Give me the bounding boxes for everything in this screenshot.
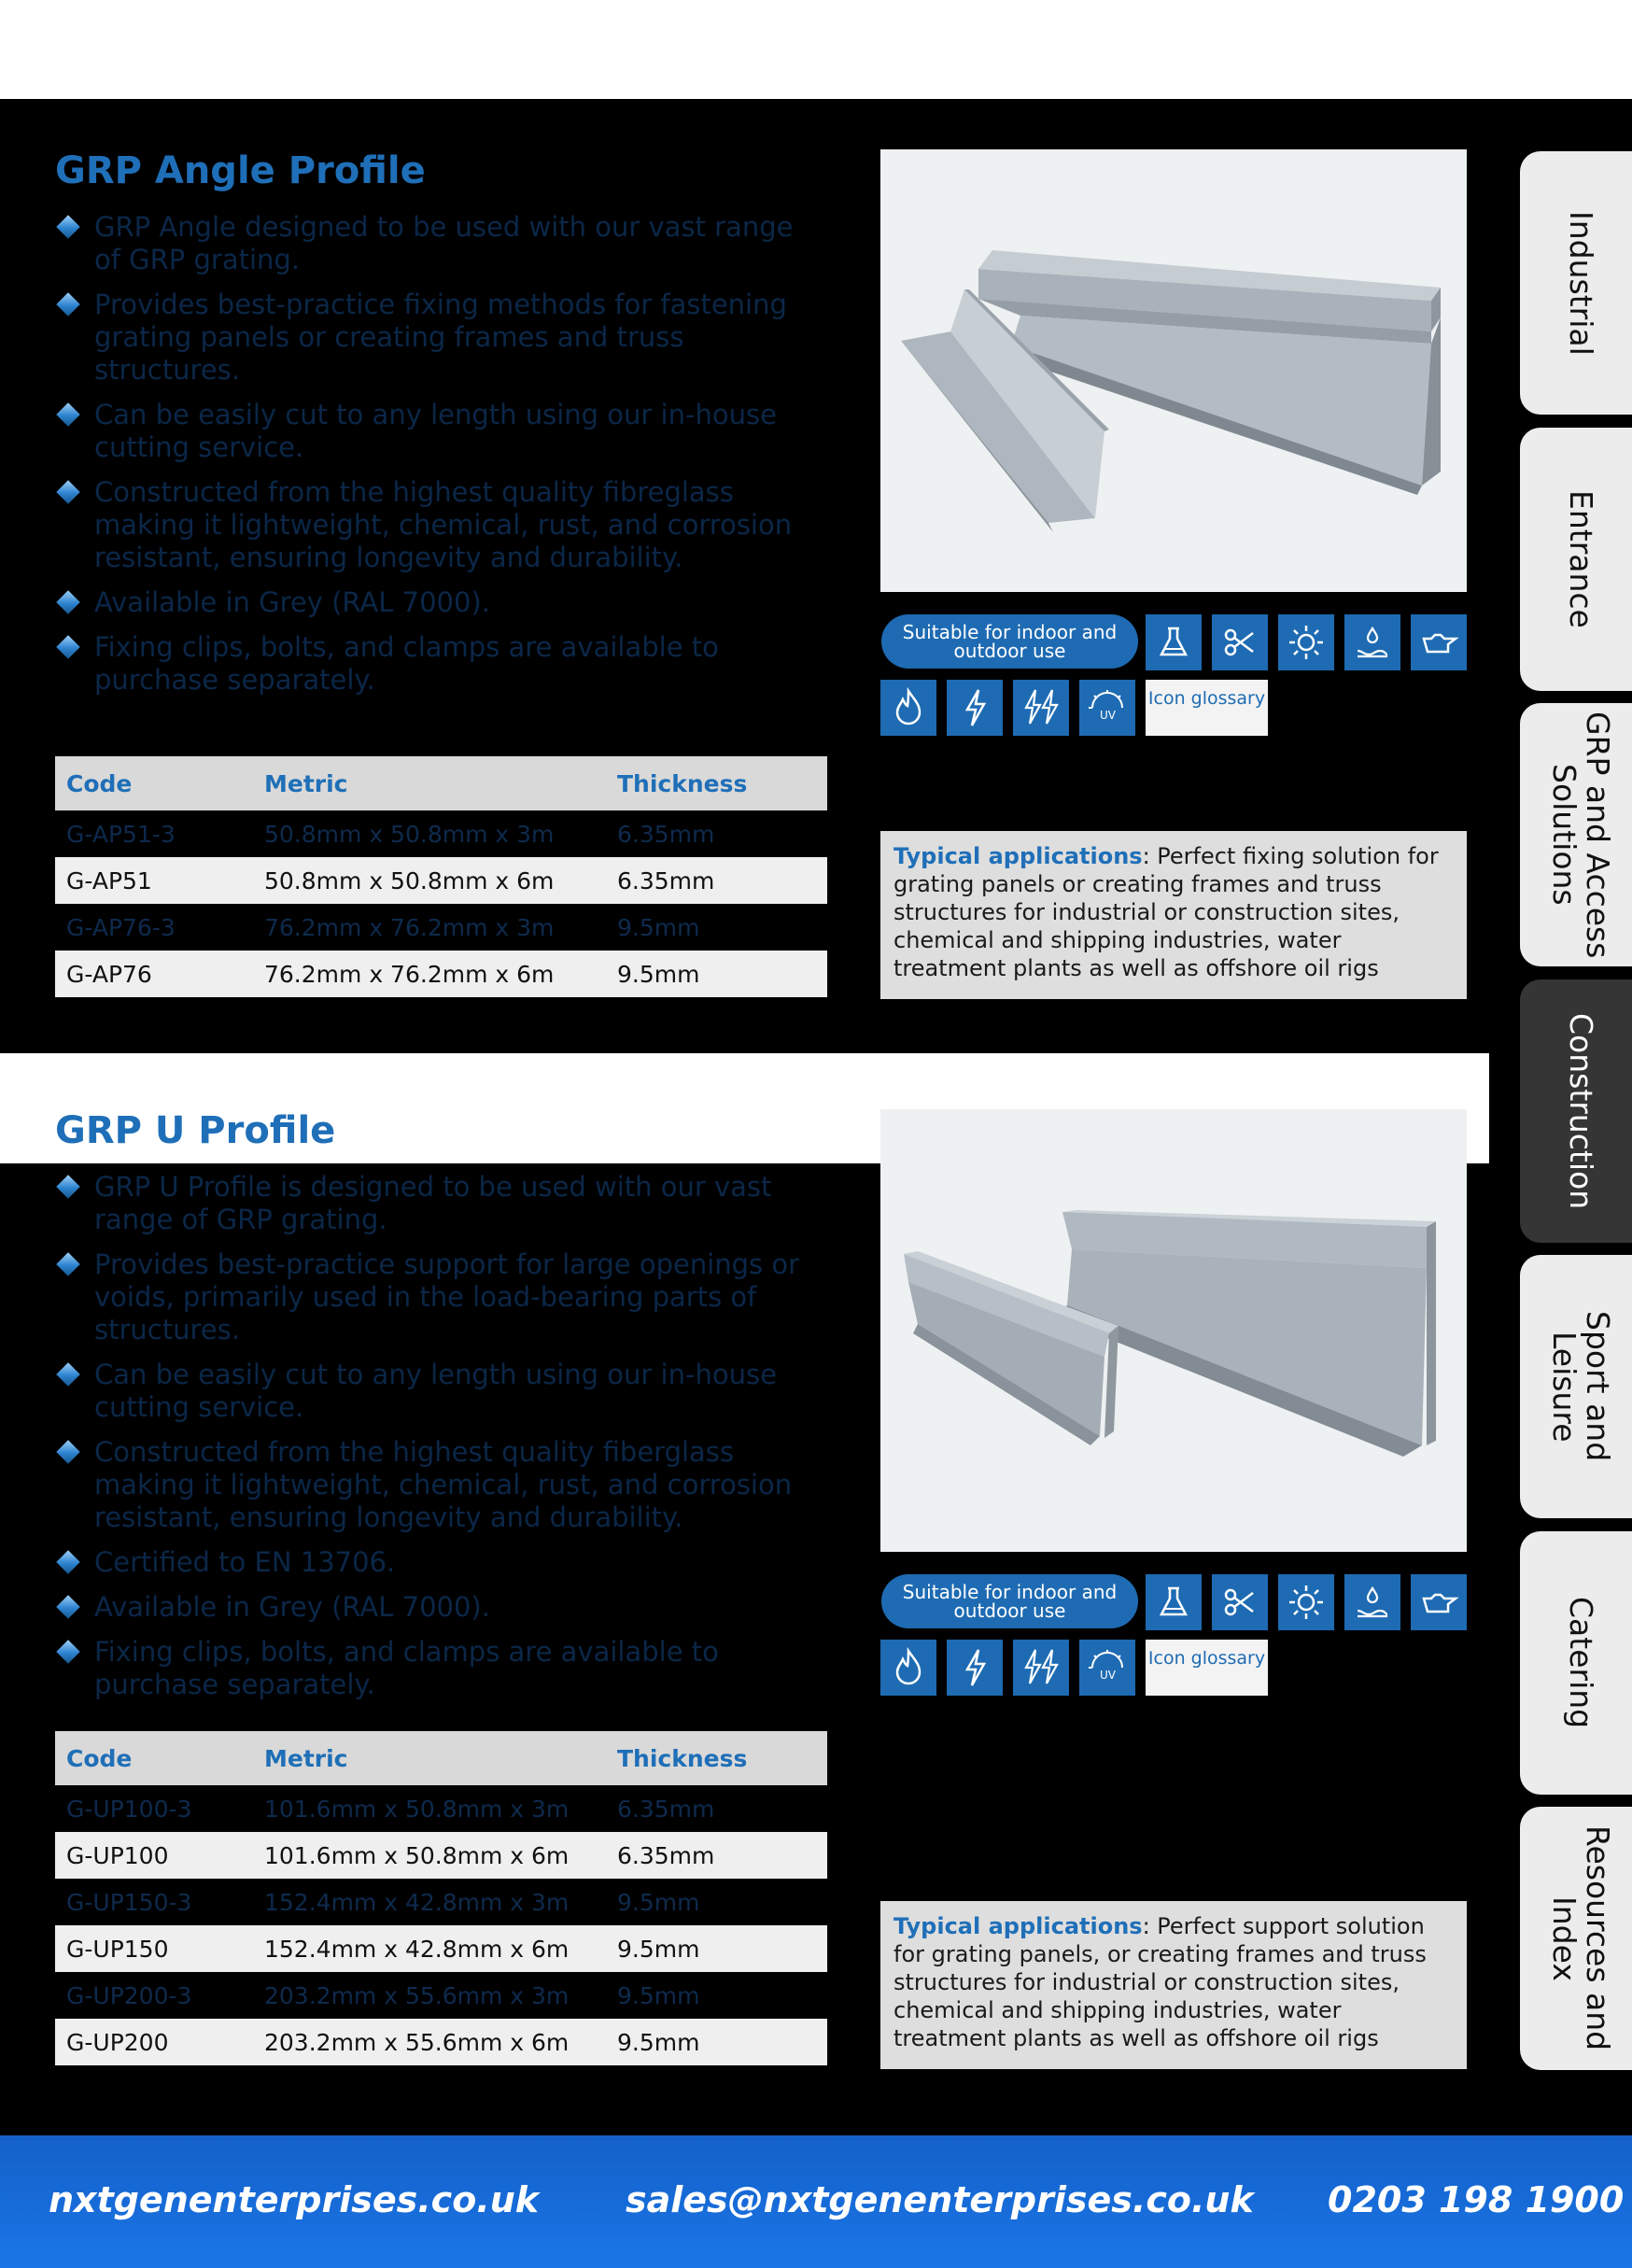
section-title-angle: GRP Angle Profile (55, 149, 426, 192)
scissors-cut-icon (1212, 1574, 1268, 1630)
cell-code: G-UP100 (55, 1832, 253, 1879)
diamond-bullet-icon (56, 480, 80, 504)
footer-phone[interactable]: 0203 198 1900 (1328, 2179, 1625, 2220)
diamond-bullet-icon (56, 1175, 80, 1199)
tab-label: Catering (1563, 1597, 1599, 1729)
feature-list-angle (55, 211, 821, 709)
cell-thickness: 9.5mm (606, 904, 827, 951)
diamond-bullet-icon (56, 292, 80, 317)
water-drops-icon (1344, 1574, 1400, 1630)
apps-text: : Perfect fixing solution for grating panels or creating frames and truss structures for industrial or construction sites, chemical and shipping industries, water treatment plants as well as offshore oil rigs (893, 843, 1439, 981)
table-row (55, 951, 827, 997)
cell-metric: 203.2mm x 55.6mm x 3m (253, 1972, 606, 2019)
cell-metric: 50.8mm x 50.8mm x 6m (253, 857, 606, 904)
cell-thickness: 9.5mm (606, 951, 827, 997)
electric-bolt-icon (947, 1640, 1003, 1696)
feature-bullet: Available in Grey (RAL 7000). (55, 1591, 821, 1624)
cell-metric: 76.2mm x 76.2mm x 3m (253, 904, 606, 951)
svg-text:UV: UV (1100, 709, 1116, 722)
spec-table-angle (55, 756, 827, 997)
table-row (55, 1785, 827, 1832)
tab-label: Entrance (1563, 490, 1599, 628)
diamond-bullet-icon (56, 1362, 80, 1387)
cell-metric: 50.8mm x 50.8mm x 3m (253, 810, 606, 857)
cell-code: G-UP150 (55, 1925, 253, 1972)
col-header-thickness: Thickness (606, 1731, 827, 1785)
tab-construction[interactable] (1520, 979, 1632, 1243)
table-row (55, 2019, 827, 2065)
cell-code: G-UP150-3 (55, 1879, 253, 1925)
cell-thickness: 9.5mm (606, 1879, 827, 1925)
cell-thickness: 6.35mm (606, 1785, 827, 1832)
feature-bullet: Provides best-practice fixing methods for fastening grating panels or creating frames and truss structures. (55, 289, 821, 387)
footer-email-link[interactable]: sales@nxtgenenterprises.co.uk (626, 2179, 1254, 2220)
diamond-bullet-icon (56, 1252, 80, 1276)
table-row (55, 1972, 827, 2019)
tab-sport-leisure[interactable] (1520, 1255, 1632, 1518)
cell-metric: 76.2mm x 76.2mm x 6m (253, 951, 606, 997)
feature-bullet: Fixing clips, bolts, and clamps are available to purchase separately. (55, 1636, 821, 1701)
cell-code: G-AP76 (55, 951, 253, 997)
cell-metric: 101.6mm x 50.8mm x 3m (253, 1785, 606, 1832)
diamond-bullet-icon (56, 402, 80, 427)
table-row (55, 857, 827, 904)
cell-code: G-AP76-3 (55, 904, 253, 951)
section-title-u: GRP U Profile (55, 1109, 336, 1152)
apps-label: Typical applications (893, 1913, 1143, 1939)
table-row (55, 810, 827, 857)
top-margin (0, 0, 1632, 99)
tab-resources-index[interactable] (1520, 1807, 1632, 2070)
tab-entrance[interactable] (1520, 428, 1632, 691)
feature-bullet: Constructed from the highest quality fibreglass making it lightweight, chemical, rust, and corrosion resistant, ensuring longevity and durability. (55, 476, 821, 574)
tab-label: Resources and Index (1546, 1825, 1616, 2051)
cell-metric: 203.2mm x 55.6mm x 6m (253, 2019, 606, 2065)
diamond-bullet-icon (56, 1440, 80, 1464)
fire-icon (880, 680, 936, 736)
diamond-bullet-icon (56, 1550, 80, 1574)
table-row (55, 904, 827, 951)
feature-bullet: Available in Grey (RAL 7000). (55, 586, 821, 619)
feature-bullet: GRP U Profile is designed to be used with our vast range of GRP grating. (55, 1171, 821, 1236)
chemical-flask-icon (1146, 614, 1202, 670)
u-profile-photo (880, 1109, 1467, 1552)
uv-icon (1079, 680, 1135, 736)
cell-metric: 101.6mm x 50.8mm x 6m (253, 1832, 606, 1879)
cell-code: G-UP200-3 (55, 1972, 253, 2019)
spec-table-u (55, 1731, 827, 2065)
table-row (55, 1832, 827, 1879)
water-drops-icon (1344, 614, 1400, 670)
apps-text: : Perfect support solution for grating panels, or creating frames and truss structures for industrial or construction sites, chemical and shipping industries, water treatment plants as well as offshore oil rigs (893, 1913, 1427, 2051)
feature-bullet: Provides best-practice support for large openings or voids, primarily used in the load-bearing parts of structures. (55, 1248, 821, 1346)
col-header-metric: Metric (253, 1731, 606, 1785)
icon-glossary-link[interactable]: Icon glossary (1146, 1640, 1268, 1696)
feature-bullet: Certified to EN 13706. (55, 1546, 821, 1579)
feature-list-u (55, 1171, 821, 1713)
col-header-metric: Metric (253, 756, 606, 810)
cell-thickness: 9.5mm (606, 2019, 827, 2065)
col-header-thickness: Thickness (606, 756, 827, 810)
tab-label: Sport and Leisure (1546, 1311, 1616, 1462)
sun-icon (1278, 614, 1334, 670)
suitable-badge: Suitable for indoor and outdoor use (881, 1574, 1138, 1628)
chemical-flask-icon (1146, 1574, 1202, 1630)
diamond-bullet-icon (56, 635, 80, 659)
tab-industrial[interactable] (1520, 151, 1632, 415)
suitable-badge: Suitable for indoor and outdoor use (881, 614, 1138, 669)
cell-thickness: 9.5mm (606, 1972, 827, 2019)
cell-code: G-AP51 (55, 857, 253, 904)
cell-thickness: 9.5mm (606, 1925, 827, 1972)
table-row (55, 1879, 827, 1925)
cell-code: G-AP51-3 (55, 810, 253, 857)
fire-icon (880, 1640, 936, 1696)
tab-grp-access-solutions[interactable] (1520, 703, 1632, 966)
oil-can-icon (1411, 1574, 1467, 1630)
svg-text:UV: UV (1100, 1669, 1116, 1682)
feature-bullet: Constructed from the highest quality fiberglass making it lightweight, chemical, rust, and corrosion resistant, ensuring longevity and durability. (55, 1436, 821, 1534)
cell-thickness: 6.35mm (606, 857, 827, 904)
cell-code: G-UP100-3 (55, 1785, 253, 1832)
icon-glossary-link[interactable]: Icon glossary (1146, 680, 1268, 736)
double-bolt-icon (1013, 1640, 1069, 1696)
feature-bullet: Can be easily cut to any length using our in-house cutting service. (55, 1359, 821, 1424)
diamond-bullet-icon (56, 1595, 80, 1619)
cell-metric: 152.4mm x 42.8mm x 6m (253, 1925, 606, 1972)
uv-icon (1079, 1640, 1135, 1696)
typical-applications-angle (880, 831, 1467, 999)
diamond-bullet-icon (56, 590, 80, 614)
col-header-code: Code (55, 1731, 253, 1785)
feature-bullet: Can be easily cut to any length using our in-house cutting service. (55, 399, 821, 464)
sun-icon (1278, 1574, 1334, 1630)
footer-website-link[interactable]: nxtgenenterprises.co.uk (49, 2179, 540, 2220)
diamond-bullet-icon (56, 1640, 80, 1664)
cell-metric: 152.4mm x 42.8mm x 3m (253, 1879, 606, 1925)
col-header-code: Code (55, 756, 253, 810)
apps-label: Typical applications (893, 843, 1143, 869)
tab-label: Construction (1563, 1012, 1599, 1210)
tab-label: GRP and Access Solutions (1546, 711, 1616, 959)
table-row (55, 1925, 827, 1972)
angle-profile-photo (880, 149, 1467, 592)
cell-code: G-UP200 (55, 2019, 253, 2065)
tab-label: Industrial (1563, 210, 1599, 356)
diamond-bullet-icon (56, 215, 80, 239)
scissors-cut-icon (1212, 614, 1268, 670)
electric-bolt-icon (947, 680, 1003, 736)
oil-can-icon (1411, 614, 1467, 670)
cell-thickness: 6.35mm (606, 1832, 827, 1879)
cell-thickness: 6.35mm (606, 810, 827, 857)
double-bolt-icon (1013, 680, 1069, 736)
tab-catering[interactable] (1520, 1531, 1632, 1795)
feature-bullet: GRP Angle designed to be used with our vast range of GRP grating. (55, 211, 821, 276)
feature-bullet: Fixing clips, bolts, and clamps are available to purchase separately. (55, 631, 821, 697)
typical-applications-u (880, 1901, 1467, 2069)
